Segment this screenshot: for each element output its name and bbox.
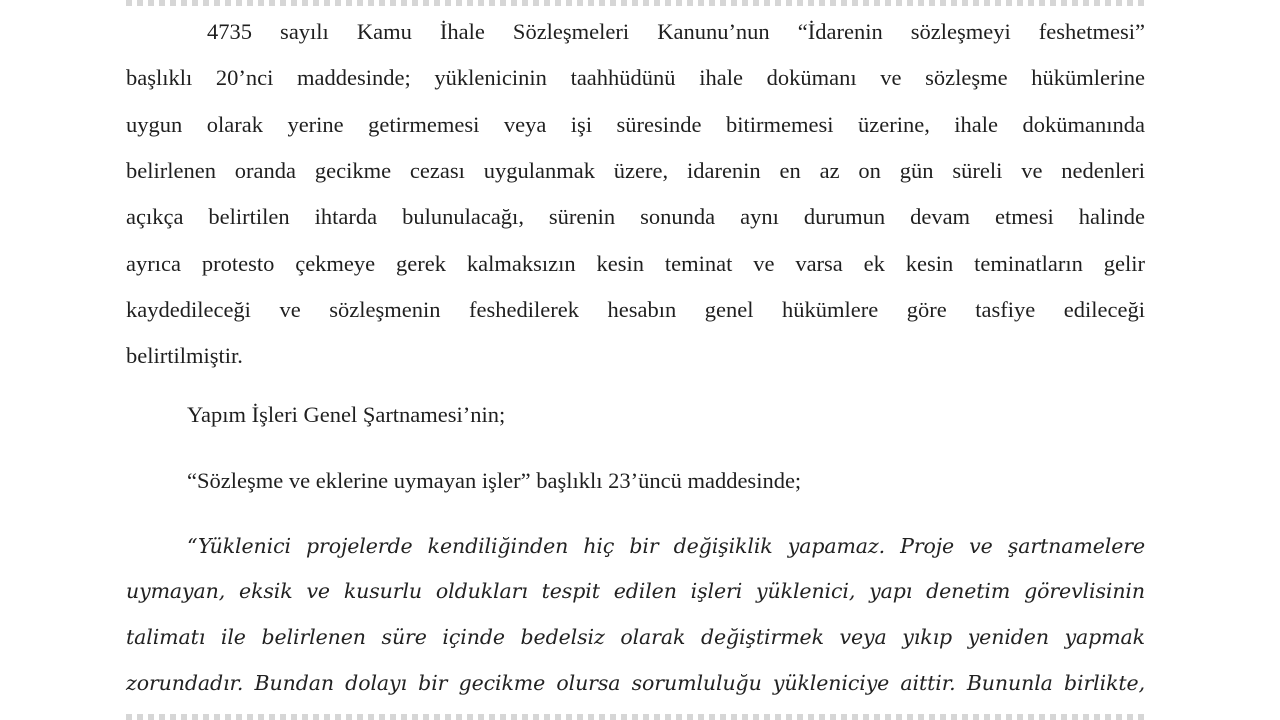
paragraph-1-line-6: ayrıca protesto çekmeye gerek kalmaksızın kesin teminat ve varsa ek kesin teminatların gelir	[126, 251, 1145, 276]
paragraph-1-line-1: 4735 sayılı Kamu İhale Sözleşmeleri Kanunu’nun “İdarenin sözleşmeyi feshetmesi”	[207, 19, 1145, 44]
paragraph-1-line-5: açıkça belirtilen ihtarda bulunulacağı, sürenin sonunda aynı durumun devam etmesi halinde	[126, 204, 1145, 229]
quote-line-1: “Yüklenici projelerde kendiliğinden hiç bir değişiklik yapamaz. Proje ve şartnamelere	[187, 534, 1145, 558]
paragraph-1-line-4: belirlenen oranda gecikme cezası uygulanmak üzere, idarenin en az on gün süreli ve nedenleri	[126, 158, 1145, 183]
paragraph-1-line-2: başlıklı 20’nci maddesinde; yüklenicinin taahhüdünü ihale dokümanı ve sözleşme hükümlerine	[126, 65, 1145, 90]
paragraph-1-line-3: uygun olarak yerine getirmemesi veya işi süresinde bitirmemesi üzerine, ihale dokümanında	[126, 112, 1145, 137]
quote-line-3: talimatı ile belirlenen süre içinde bedelsiz olarak değiştirmek veya yıkıp yeniden yapmak	[126, 625, 1145, 649]
cut-off-next-line	[126, 714, 1145, 720]
cut-off-previous-line	[126, 0, 1145, 6]
quote-line-4: zorundadır. Bundan dolayı bir gecikme olursa sorumluluğu yükleniciye aittir. Bununla birlikte,	[126, 671, 1145, 695]
quote-line-2: uymayan, eksik ve kusurlu oldukları tespit edilen işleri yüklenici, yapı denetim görevlisinin	[126, 579, 1145, 603]
paragraph-1-line-7: kaydedileceği ve sözleşmenin feshedilerek hesabın genel hükümlere göre tasfiye edileceği	[126, 297, 1145, 322]
paragraph-3-line-1: “Sözleşme ve eklerine uymayan işler” başlıklı 23’üncü maddesinde;	[187, 468, 802, 493]
paragraph-2-line-1: Yapım İşleri Genel Şartnamesi’nin;	[187, 402, 506, 427]
paragraph-1-line-8: belirtilmiştir.	[126, 343, 243, 368]
